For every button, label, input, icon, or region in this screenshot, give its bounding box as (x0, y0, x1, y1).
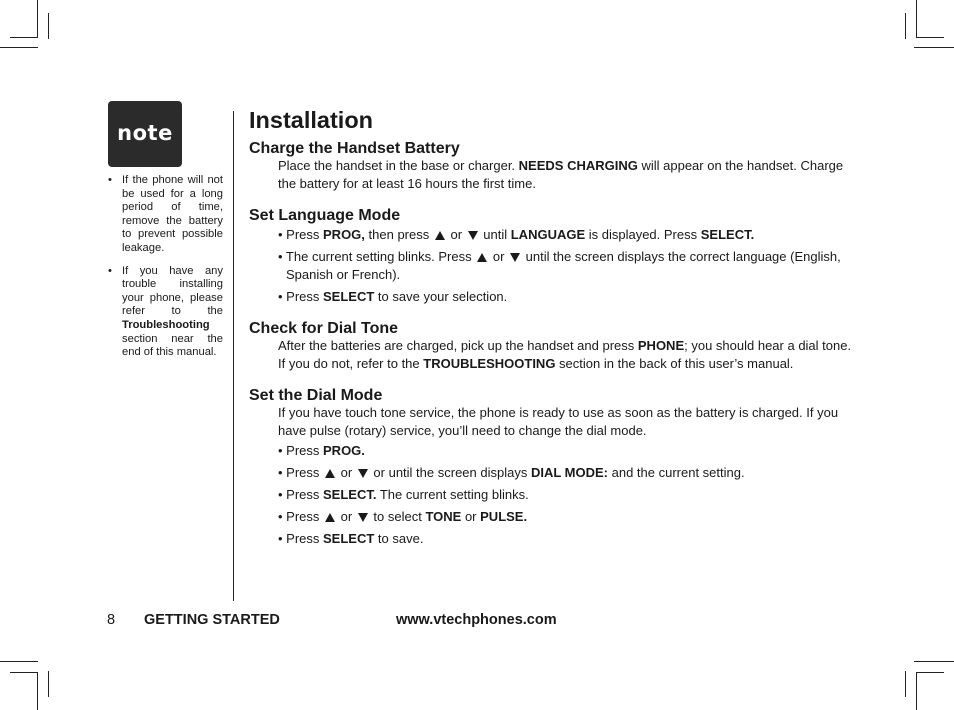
bullet-item: • Press or to select TONE or PULSE. (278, 509, 528, 524)
down-arrow-icon (510, 253, 520, 262)
crop-mark (10, 672, 38, 673)
crop-mark (905, 671, 906, 697)
column-divider (233, 111, 234, 601)
note-item: • If the phone will not be used for a long period of time, remove the battery to prevent possible leakage. (108, 174, 223, 256)
crop-mark (914, 661, 954, 662)
footer-section-name: GETTING STARTED (144, 612, 280, 628)
up-arrow-icon (325, 469, 335, 478)
crop-mark (916, 672, 917, 710)
bullet-item: • Press SELECT. The current setting blinks. (278, 487, 529, 502)
page-title: Installation (249, 107, 374, 133)
note-badge-label: note (117, 121, 173, 145)
note-text: section near the end of this manual. (122, 332, 223, 359)
note-badge (108, 101, 182, 167)
down-arrow-icon (468, 231, 478, 240)
note-text: If you have any trouble installing your phone, please refer to the (122, 264, 223, 318)
paragraph: After the batteries are charged, pick up the handset and press PHONE; you should hear a dial tone. If you do not, refer to the TROUBLESHOOTING section in the back of this user’s manual. (278, 338, 852, 371)
bullet-item: • Press SELECT to save. (278, 531, 424, 546)
paragraph: Place the handset in the base or charger. NEEDS CHARGING will appear on the handset. Charge the battery for at least 16 hours the first time. (278, 158, 844, 191)
up-arrow-icon (325, 513, 335, 522)
section-heading: Check for Dial Tone (249, 320, 399, 337)
crop-mark (916, 0, 917, 38)
section-dial-mode (249, 387, 855, 548)
paragraph: If you have touch tone service, the phone is ready to use as soon as the battery is charged. If you have pulse (rotary) service, you’ll need to change the dial mode. (278, 405, 839, 438)
crop-mark (48, 13, 49, 39)
down-arrow-icon (358, 469, 368, 478)
main-content (249, 106, 855, 562)
crop-mark (916, 672, 944, 673)
note-bold-text: Troubleshooting (122, 318, 210, 331)
section-charge-battery (249, 140, 855, 193)
page-number: 8 (107, 612, 116, 628)
down-arrow-icon (358, 513, 368, 522)
bullet-item: • Press PROG, then press or until LANGUAGE is displayed. Press SELECT. (278, 227, 755, 242)
bullet-item: • Press or or until the screen displays DIAL MODE: and the current setting. (278, 465, 745, 480)
crop-mark (10, 37, 38, 38)
section-heading: Set the Dial Mode (249, 387, 383, 404)
section-heading: Charge the Handset Battery (249, 140, 460, 157)
crop-mark (37, 0, 38, 38)
crop-mark (37, 672, 38, 710)
crop-mark (916, 37, 944, 38)
note-list (108, 174, 223, 369)
section-dial-tone (249, 320, 855, 373)
crop-mark (0, 661, 38, 662)
up-arrow-icon (477, 253, 487, 262)
bullet-item: • Press PROG. (278, 443, 365, 458)
crop-mark (905, 13, 906, 39)
footer-url: www.vtechphones.com (396, 612, 557, 628)
section-heading: Set Language Mode (249, 207, 401, 224)
crop-mark (0, 47, 38, 48)
bullet-item: • The current setting blinks. Press or until the screen displays the correct language (English, Spanish or French). (278, 249, 841, 282)
section-language-mode (249, 207, 855, 306)
note-item (108, 265, 223, 360)
bullet-item: • Press SELECT to save your selection. (278, 289, 508, 304)
crop-mark (48, 671, 49, 697)
crop-mark (914, 47, 954, 48)
up-arrow-icon (435, 231, 445, 240)
